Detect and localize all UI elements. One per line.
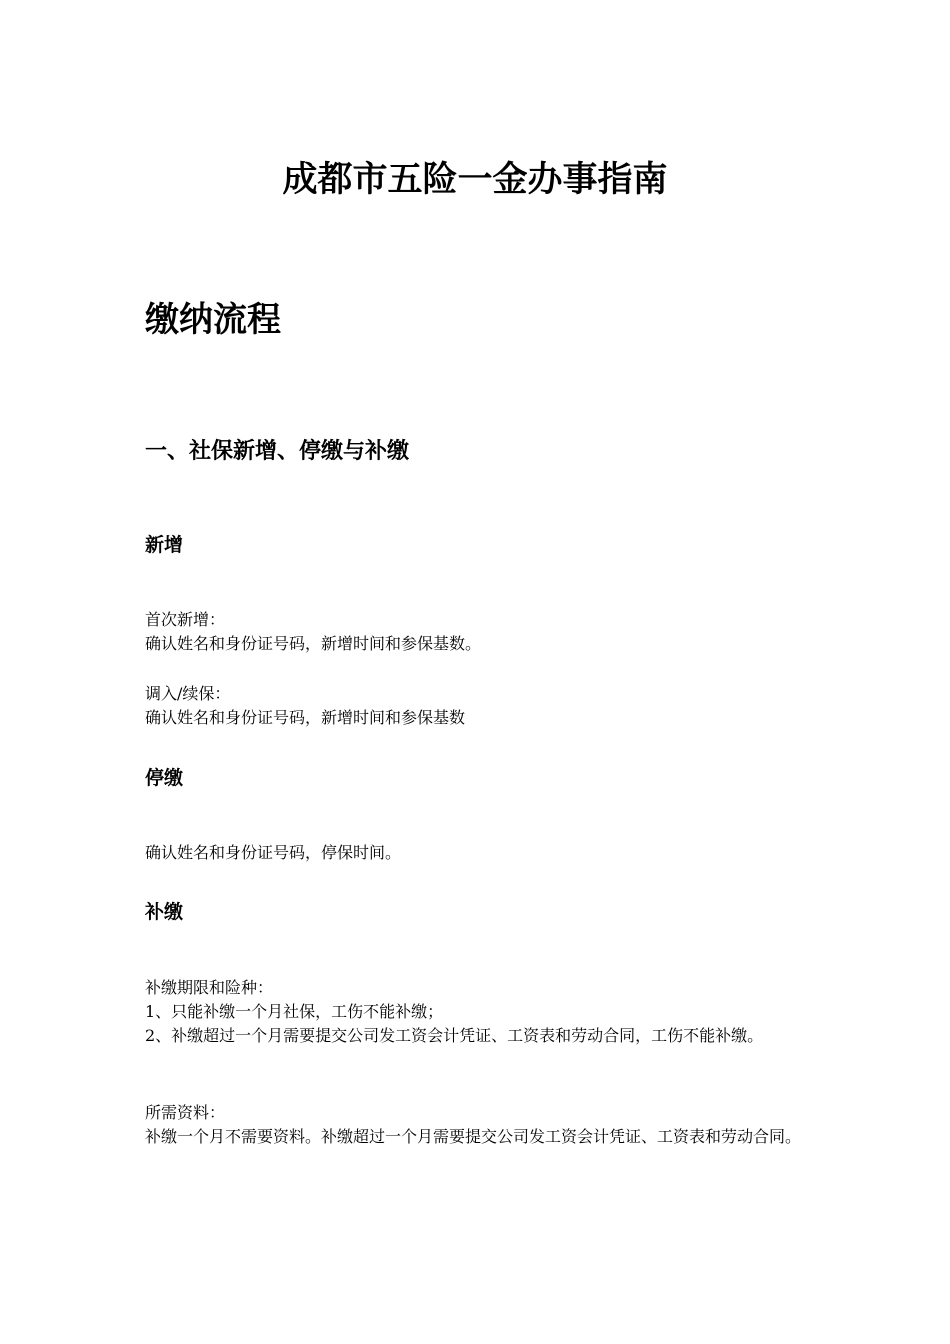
first-add-text: 确认姓名和身份证号码，新增时间和参保基数。 xyxy=(145,634,482,653)
materials-label: 所需资料： xyxy=(145,1103,226,1122)
first-add-label: 首次新增： xyxy=(145,610,226,629)
heading-stop: 停缴 xyxy=(145,767,184,789)
heading-new-add: 新增 xyxy=(145,534,184,556)
stop-text: 确认姓名和身份证号码，停保时间。 xyxy=(145,843,402,862)
section-heading: 缴纳流程 xyxy=(145,300,281,340)
transfer-label: 调入/续保： xyxy=(145,684,231,703)
subsection-heading: 一、社保新增、停缴与补缴 xyxy=(145,439,410,464)
transfer-text: 确认姓名和身份证号码，新增时间和参保基数 xyxy=(145,708,466,727)
heading-back-pay: 补缴 xyxy=(145,901,184,923)
back-pay-item-2: 2、补缴超过一个月需要提交公司发工资会计凭证、工资表和劳动合同，工伤不能补缴。 xyxy=(145,1026,764,1045)
back-pay-item-1: 1、只能补缴一个月社保，工伤不能补缴； xyxy=(145,1002,444,1021)
materials-text: 补缴一个月不需要资料。补缴超过一个月需要提交公司发工资会计凭证、工资表和劳动合同。 xyxy=(145,1127,802,1146)
document-title: 成都市五险一金办事指南 xyxy=(282,159,668,200)
back-pay-period-label: 补缴期限和险种： xyxy=(145,978,274,997)
